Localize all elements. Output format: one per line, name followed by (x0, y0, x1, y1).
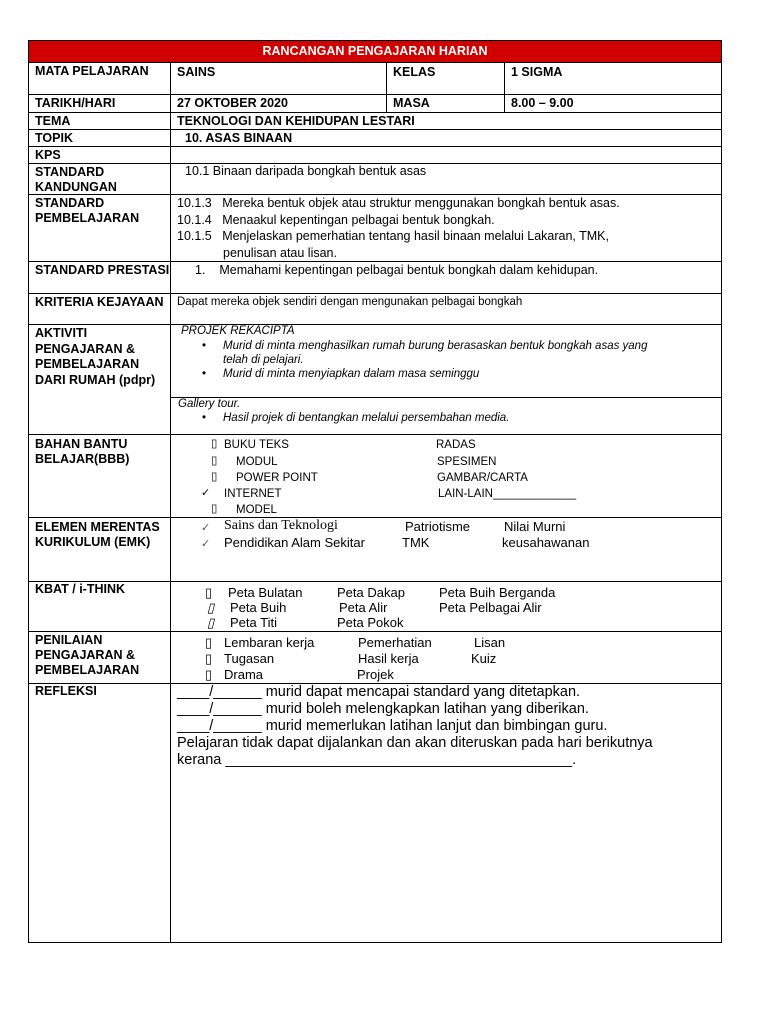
sp-item: 10.1.5 Menjelaskan pemerhatian tentang hasil binaan melalui Lakaran, TMK, (177, 229, 609, 243)
label-kbat: KBAT / i-THINK (29, 582, 171, 631)
emk-content (171, 518, 721, 581)
checkbox-icon: ▯ (211, 503, 218, 515)
checkbox-icon: ▯ (207, 615, 215, 630)
row-tarikh (28, 95, 722, 113)
checkbox-icon: ▯ (205, 667, 213, 682)
row-kbat (28, 582, 722, 632)
checkbox-icon: ▯ (207, 600, 215, 615)
list-standard-pembelajaran (171, 195, 721, 261)
penilaian-item: Hasil kerja (358, 651, 419, 666)
refleksi-line: Pelajaran tidak dapat dijalankan dan akan diteruskan pada hari berikutnya (177, 735, 653, 751)
emk-item: keusahawanan (502, 535, 590, 550)
label-emk: ELEMEN MERENTAS KURIKULUM (EMK) (29, 518, 171, 581)
form-title: RANCANGAN PENGAJARAN HARIAN (28, 40, 722, 63)
bbb-item: MODEL (236, 504, 277, 516)
aktiviti-bullet: Murid di minta menghasilkan rumah burung berasaskan bentuk bongkah asas yang (223, 340, 648, 352)
kbat-item: Peta Buih Berganda (439, 585, 556, 600)
kbat-item: Peta Buih (230, 600, 287, 615)
bbb-item: GAMBAR/CARTA (437, 472, 528, 484)
value-kelas: 1 SIGMA (511, 65, 563, 79)
label-standard-pembelajaran: STANDARD PEMBELAJARAN (29, 195, 171, 261)
bbb-item: POWER POINT (236, 472, 318, 484)
value-kps (171, 147, 721, 163)
row-mata-pelajaran (28, 63, 722, 95)
aktiviti-heading: Gallery tour. (178, 398, 241, 410)
penilaian-item: Lembaran kerja (224, 635, 315, 650)
kbat-item: Peta Titi (230, 615, 277, 630)
checkbox-icon: ▯ (205, 585, 213, 600)
label-aktiviti: AKTIVITI PENGAJARAN & PEMBELAJARAN DARI RUMAH (pdpr) (29, 325, 171, 434)
penilaian-item: Tugasan (224, 651, 275, 666)
label-bbb: BAHAN BANTU BELAJAR(BBB) (29, 435, 171, 517)
emk-item: Nilai Murni (504, 519, 566, 534)
value-standard-prestasi: 1. Memahami kepentingan pelbagai bentuk bongkah dalam kehidupan. (195, 263, 599, 277)
check-icon: ✓ (201, 537, 211, 550)
kbat-content (171, 582, 721, 631)
check-icon: ✓ (201, 486, 211, 499)
aktiviti-bullet: Hasil projek di bentangkan melalui persembahan media. (223, 412, 510, 424)
bullet-icon: • (202, 412, 207, 424)
kbat-item: Peta Bulatan (228, 585, 303, 600)
row-kriteria (28, 294, 722, 325)
kbat-item: Peta Alir (339, 600, 388, 615)
checkbox-icon: ▯ (211, 471, 218, 483)
checkbox-icon: ▯ (211, 438, 218, 450)
aktiviti-heading: PROJEK REKACIPTA (181, 325, 295, 337)
label-standard-prestasi: STANDARD PRESTASI (29, 262, 171, 293)
bbb-item: RADAS (436, 439, 476, 451)
row-standard-kandungan (28, 164, 722, 195)
value-tarikh: 27 OKTOBER 2020 (171, 95, 387, 112)
label-kriteria: KRITERIA KEJAYAAN (29, 294, 171, 324)
sp-item-continuation: penulisan atau lisan. (223, 245, 337, 260)
refleksi-line: kerana ___________________________________________. (177, 752, 577, 768)
emk-item: Patriotisme (405, 519, 471, 534)
checkbox-icon: ▯ (211, 455, 218, 467)
label-standard-kandungan: STANDARD KANDUNGAN (29, 164, 171, 194)
penilaian-item: Kuiz (471, 651, 497, 666)
aktiviti-content (171, 325, 721, 434)
row-standard-pembelajaran (28, 195, 722, 262)
refleksi-line: ____/______ murid memerlukan latihan lanjut dan bimbingan guru. (177, 718, 608, 734)
aktiviti-bullet-cont: telah di pelajari. (223, 354, 304, 366)
label-kps: KPS (29, 147, 171, 163)
value-tema: TEKNOLOGI DAN KEHIDUPAN LESTARI (177, 114, 415, 128)
aktiviti-bullet: Murid di minta menyiapkan dalam masa seminggu (223, 368, 480, 380)
row-refleksi (28, 684, 722, 943)
label-kelas: KELAS (387, 63, 505, 94)
row-aktiviti (28, 325, 722, 435)
row-standard-prestasi (28, 262, 722, 294)
penilaian-content (171, 632, 721, 683)
penilaian-item: Projek (357, 667, 394, 682)
label-masa: MASA (387, 95, 505, 112)
label-tema: TEMA (29, 113, 171, 129)
aktiviti-rekacipta (171, 325, 721, 398)
row-penilaian (28, 632, 722, 684)
refleksi-content (171, 684, 721, 942)
checkbox-icon: ▯ (205, 651, 213, 666)
bbb-item: MODUL (236, 456, 278, 468)
bullet-icon: • (202, 368, 207, 380)
penilaian-item: Pemerhatian (358, 635, 432, 650)
kbat-item: Peta Dakap (337, 585, 405, 600)
row-topik (28, 130, 722, 147)
refleksi-line: ____/______ murid dapat mencapai standard yang ditetapkan. (177, 684, 581, 700)
value-topik: 10. ASAS BINAAN (185, 131, 293, 145)
row-bbb (28, 435, 722, 518)
bbb-content (171, 435, 721, 517)
bullet-icon: • (202, 340, 207, 352)
checkbox-icon: ▯ (205, 635, 213, 650)
bbb-item: INTERNET (224, 488, 282, 500)
penilaian-item: Drama (224, 667, 264, 682)
sp-item: 10.1.3 Mereka bentuk objek atau struktur menggunakan bongkah bentuk asas. (177, 196, 620, 210)
label-mata-pelajaran: MATA PELAJARAN (29, 63, 171, 94)
kbat-item: Peta Pelbagai Alir (439, 600, 542, 615)
emk-item: Sains dan Teknologi (224, 518, 338, 533)
lesson-plan-form (28, 40, 722, 943)
value-kriteria: Dapat mereka objek sendiri dengan mengunakan pelbagai bongkah (177, 296, 523, 308)
refleksi-line: ____/______ murid boleh melengkapkan latihan yang diberikan. (177, 701, 589, 717)
emk-item: TMK (402, 535, 430, 550)
row-tema (28, 113, 722, 130)
label-tarikh: TARIKH/HARI (29, 95, 171, 112)
value-standard-kandungan: 10.1 Binaan daripada bongkah bentuk asas (185, 164, 427, 178)
value-mata-pelajaran: SAINS (171, 63, 387, 94)
aktiviti-gallery (171, 398, 721, 434)
row-emk (28, 518, 722, 582)
sp-item: 10.1.4 Menaakul kepentingan pelbagai bentuk bongkah. (177, 212, 495, 227)
value-masa: 8.00 – 9.00 (511, 96, 574, 110)
check-icon: ✓ (201, 521, 211, 534)
label-penilaian: PENILAIAN PENGAJARAN & PEMBELAJARAN (29, 632, 171, 683)
row-kps (28, 147, 722, 164)
label-topik: TOPIK (29, 130, 171, 146)
penilaian-item: Lisan (474, 635, 506, 650)
bbb-item: BUKU TEKS (224, 439, 289, 451)
emk-item: Pendidikan Alam Sekitar (224, 535, 365, 550)
bbb-item: SPESIMEN (437, 456, 497, 468)
label-refleksi: REFLEKSI (29, 684, 171, 942)
kbat-item: Peta Pokok (337, 615, 404, 630)
bbb-item: LAIN-LAIN_____________ (438, 488, 577, 500)
